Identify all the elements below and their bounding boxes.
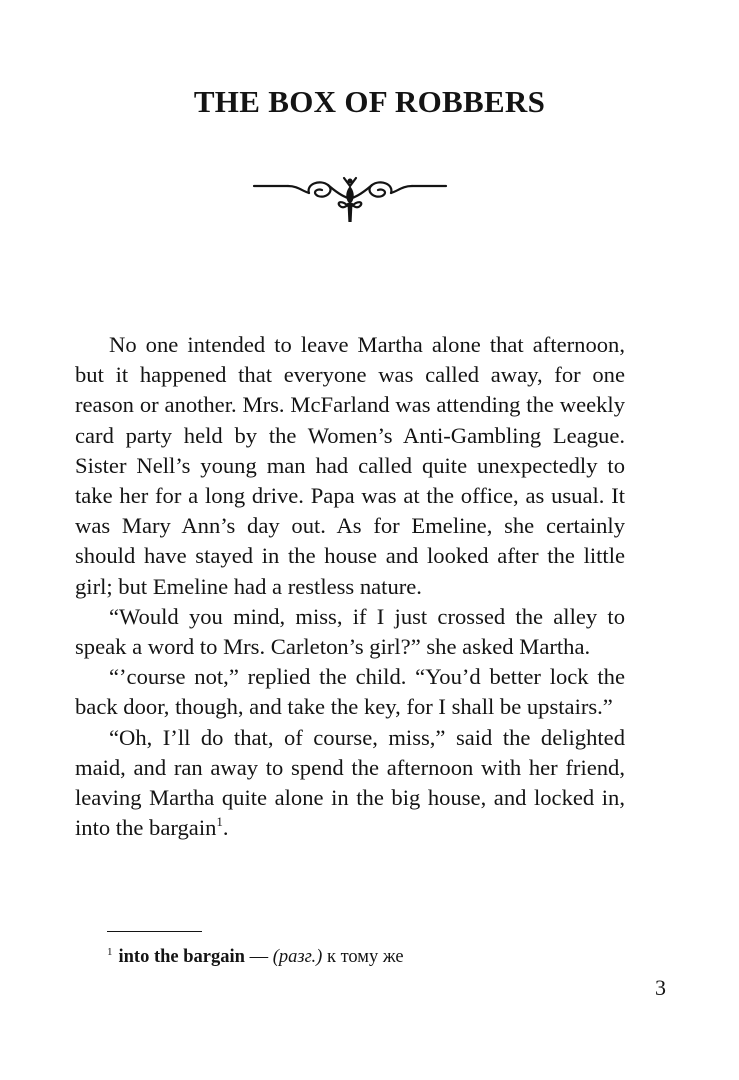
paragraph: “Would you mind, miss, if I just crossed the alley to speak a word to Mrs. Carleton’s girl?” she asked Martha. xyxy=(75,603,625,660)
footnote-reference: 1 xyxy=(216,814,223,830)
footnote-term: into the bargain xyxy=(118,947,245,967)
paragraph-end-punctuation: . xyxy=(222,815,229,841)
footnote-dash: — xyxy=(249,947,269,967)
paragraph xyxy=(75,723,625,844)
footnote-abbreviation: (разг.) xyxy=(272,947,323,967)
footnote-marker: 1 xyxy=(107,946,113,958)
paragraph: “’course not,” replied the child. “You’d better lock the back door, though, and take the key, for I shall be upstairs.” xyxy=(75,664,625,720)
chapter-body xyxy=(75,330,625,843)
chapter-title: THE BOX OF ROBBERS xyxy=(193,84,546,119)
fleuron-ornament-icon xyxy=(252,172,448,224)
footnote-translation: к тому же xyxy=(326,947,404,967)
paragraph-text: “Oh, I’ll do that, of course, miss,” said the delighted maid, and ran away to spend the afternoon with her friend, leaving Martha quite alone in the big house, and locked in, into the bargain xyxy=(75,724,625,841)
paragraph: No one intended to leave Martha alone that afternoon, but it happened that everyone was called away, for one reason or another. Mrs. McFarland was attending the weekly card party held by the Women’s Anti-Gambling League. Sister Nell’s young man had called quite unexpectedly to take her for a long drive. Papa was at the office, as usual. It was Mary Ann’s day out. As for Emeline, she certainly should have stayed in the house and looked after the little girl; but Emeline had a restless nature. xyxy=(75,332,625,599)
footnote xyxy=(107,940,404,969)
footnote-separator xyxy=(107,931,202,932)
page-number: 3 xyxy=(655,975,666,1000)
